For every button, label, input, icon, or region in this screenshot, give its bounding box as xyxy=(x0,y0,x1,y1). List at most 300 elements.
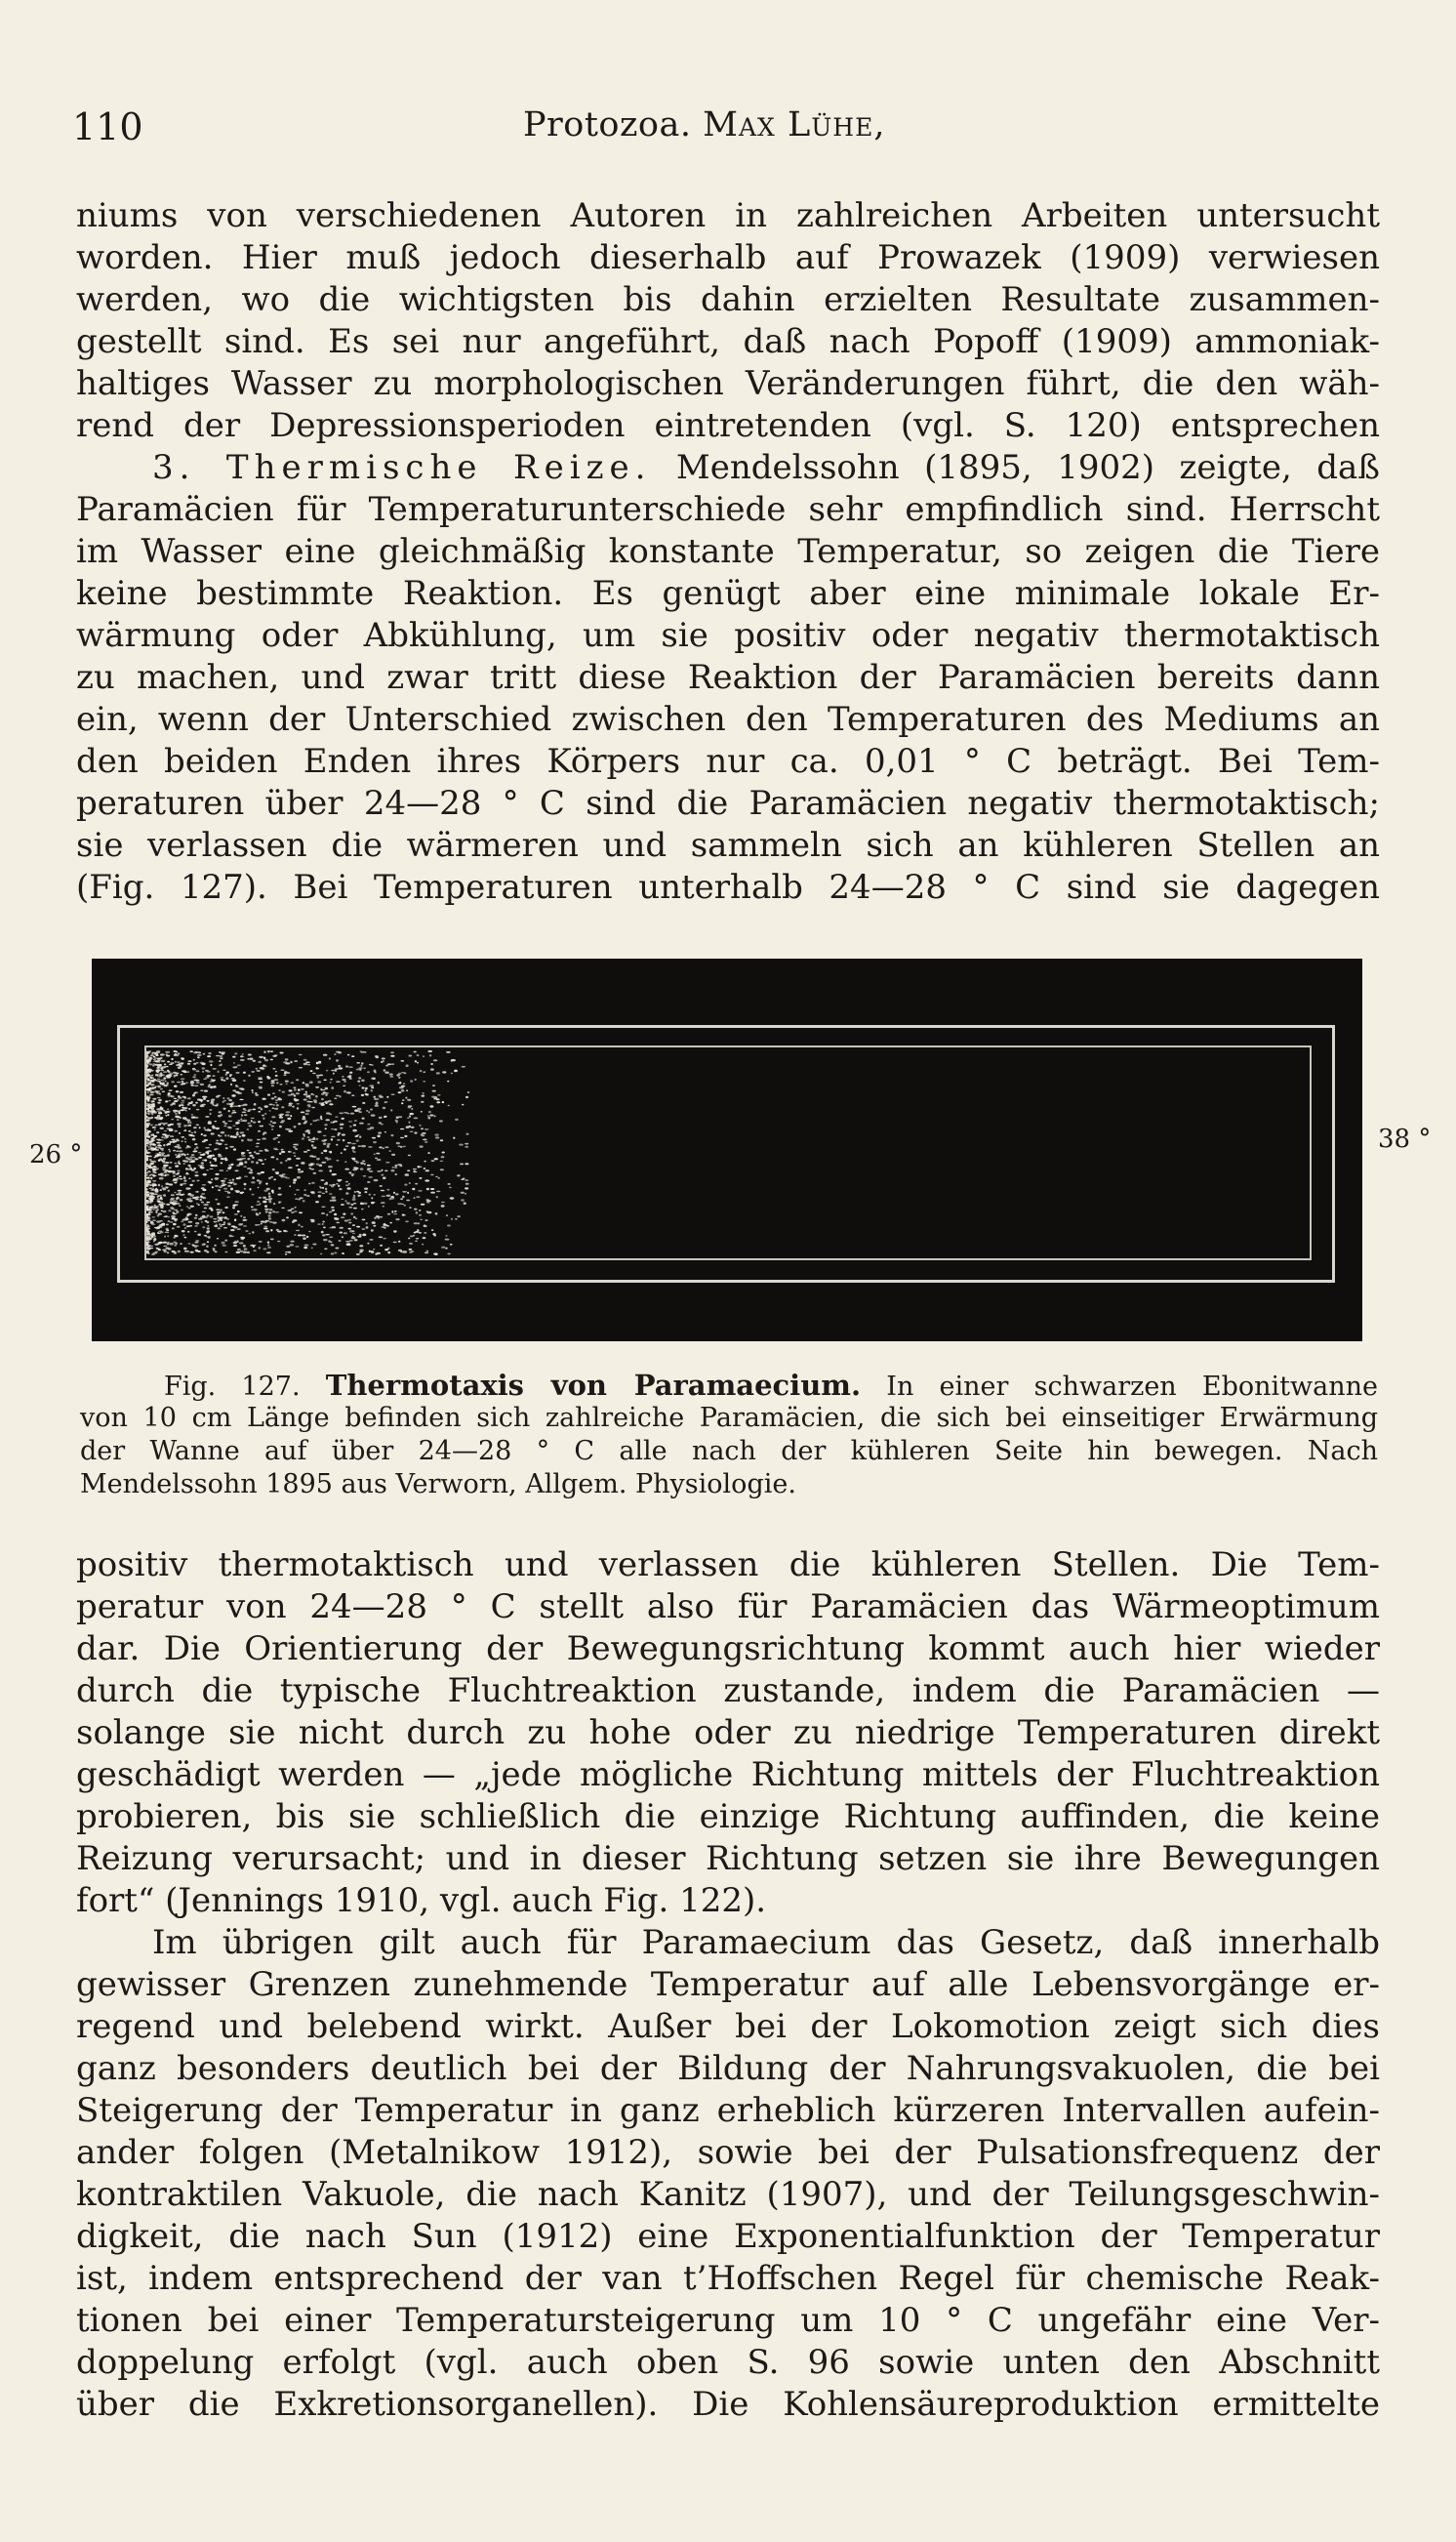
paramecium-dot xyxy=(272,1107,275,1109)
paramecium-dot xyxy=(161,1149,164,1151)
paramecium-dot xyxy=(432,1090,436,1092)
paramecium-dot xyxy=(185,1082,187,1083)
paramecium-dot xyxy=(410,1080,413,1083)
paramecium-dot xyxy=(340,1128,343,1129)
paramecium-dot xyxy=(207,1241,209,1243)
paramecium-dot xyxy=(336,1095,340,1096)
paramecium-dot xyxy=(353,1195,355,1198)
paramecium-dot xyxy=(176,1156,181,1158)
paramecium-dot xyxy=(311,1141,315,1143)
paramecium-dot xyxy=(153,1174,156,1177)
paramecium-dot xyxy=(224,1251,227,1253)
paramecium-dot xyxy=(247,1110,250,1112)
paramecium-dot xyxy=(192,1094,195,1096)
text-line: peratur von 24—28 ° C stellt also für Paramäcien das Wärmeoptimum xyxy=(76,1587,1380,1626)
paramecium-dot xyxy=(386,1195,391,1197)
paramecium-dot xyxy=(202,1215,205,1217)
paramecium-dot xyxy=(280,1122,284,1123)
paramecium-dot xyxy=(366,1093,369,1095)
paramecium-dot xyxy=(263,1227,268,1229)
paramecium-dot xyxy=(194,1158,198,1161)
paramecium-dot xyxy=(200,1167,204,1168)
paramecium-dot xyxy=(394,1173,397,1175)
paramecium-dot xyxy=(187,1097,191,1099)
paramecium-dot xyxy=(270,1156,274,1158)
figure-left-temp-label: 26 ° xyxy=(29,1140,83,1169)
paramecium-dot xyxy=(180,1091,183,1093)
paramecium-dot xyxy=(256,1068,258,1070)
paramecium-dot xyxy=(353,1208,357,1210)
paramecium-dot xyxy=(213,1249,216,1251)
paramecium-dot xyxy=(256,1146,260,1148)
paramecium-dot xyxy=(395,1120,398,1123)
paramecium-dot xyxy=(360,1065,362,1067)
paramecium-dot xyxy=(343,1213,345,1215)
paramecium-dot xyxy=(309,1081,313,1084)
text-line: fort“ (Jennings 1910, vgl. auch Fig. 122). xyxy=(76,1881,767,1920)
paramecium-dot xyxy=(181,1102,184,1103)
paramecium-dot xyxy=(201,1133,203,1135)
paramecium-dot xyxy=(152,1143,155,1145)
text-line: sie verlassen die wärmeren und sammeln sich an kühleren Stellen an xyxy=(76,826,1380,865)
paramecium-dot xyxy=(243,1072,246,1074)
paramecium-dot xyxy=(403,1205,406,1207)
paramecium-dot xyxy=(332,1199,337,1201)
paramecium-dot xyxy=(150,1054,154,1056)
paramecium-dot xyxy=(385,1065,388,1067)
paramecium-dot xyxy=(445,1235,447,1237)
paramecium-dot xyxy=(155,1153,160,1154)
paramecium-dot xyxy=(341,1152,343,1154)
paramecium-dot xyxy=(390,1134,393,1136)
paramecium-dot xyxy=(251,1118,255,1119)
paramecium-dot xyxy=(398,1073,401,1075)
paramecium-dot xyxy=(150,1100,153,1102)
paramecium-dot xyxy=(281,1208,285,1209)
paramecium-dot xyxy=(184,1160,189,1162)
paramecium-dot xyxy=(415,1079,417,1081)
paramecium-dot xyxy=(353,1151,356,1153)
paramecium-dot xyxy=(264,1205,267,1208)
paramecium-dot xyxy=(163,1158,166,1161)
paramecium-dot xyxy=(267,1094,270,1096)
paramecium-dot xyxy=(228,1127,232,1128)
paramecium-dot xyxy=(214,1221,218,1223)
paramecium-dot xyxy=(302,1235,306,1237)
paramecium-dot xyxy=(353,1125,356,1127)
paramecium-dot xyxy=(192,1151,196,1153)
paramecium-dot xyxy=(377,1135,380,1138)
paramecium-dot xyxy=(312,1073,316,1074)
paramecium-dot xyxy=(218,1227,222,1229)
paramecium-dot xyxy=(251,1089,253,1091)
paramecium-dot xyxy=(349,1230,353,1233)
paramecium-dot xyxy=(261,1223,263,1224)
paramecium-dot xyxy=(182,1096,186,1098)
paramecium-dot xyxy=(183,1130,187,1132)
paramecium-dot xyxy=(294,1060,298,1062)
paramecium-dot xyxy=(384,1072,389,1074)
paramecium-dot xyxy=(263,1226,267,1228)
paramecium-dot xyxy=(217,1213,219,1215)
paramecium-dot xyxy=(336,1081,341,1083)
paramecium-dot xyxy=(196,1109,200,1111)
paramecium-dot xyxy=(401,1089,405,1092)
text-line: gewisser Grenzen zunehmende Temperatur auf alle Lebensvorgänge er- xyxy=(76,1965,1380,2004)
paramecium-dot xyxy=(179,1112,181,1115)
paramecium-dot xyxy=(406,1200,410,1202)
paramecium-dot xyxy=(244,1114,248,1116)
paramecium-dot xyxy=(191,1154,194,1155)
paramecium-dot xyxy=(182,1104,183,1106)
paramecium-dot xyxy=(364,1191,367,1193)
paramecium-dot xyxy=(194,1171,198,1173)
paramecium-dot xyxy=(267,1244,269,1246)
paramecium-dot xyxy=(215,1177,220,1180)
paramecium-dot xyxy=(404,1184,407,1186)
paramecium-dot xyxy=(316,1062,319,1065)
paramecium-dot xyxy=(277,1097,280,1099)
paramecium-dot xyxy=(416,1238,419,1239)
paramecium-dot xyxy=(346,1202,350,1204)
paramecium-dot xyxy=(454,1070,458,1073)
paramecium-dot xyxy=(308,1139,311,1141)
paramecium-dot xyxy=(414,1197,416,1199)
paramecium-dot xyxy=(398,1077,400,1079)
paramecium-dot xyxy=(345,1241,350,1242)
paramecium-dot xyxy=(465,1133,468,1135)
paramecium-dot xyxy=(421,1204,425,1206)
paramecium-dot xyxy=(177,1226,181,1228)
paramecium-dot xyxy=(152,1098,156,1100)
paramecium-dot xyxy=(377,1216,380,1218)
paramecium-dot xyxy=(165,1232,170,1234)
paramecium-dot xyxy=(264,1221,267,1223)
paramecium-dot xyxy=(314,1101,317,1103)
paramecium-dot xyxy=(316,1158,320,1160)
paramecium-dot xyxy=(230,1084,232,1086)
paramecium-dot xyxy=(249,1188,251,1190)
paramecium-dot xyxy=(163,1242,168,1244)
paramecium-dot xyxy=(412,1188,415,1191)
paramecium-dot xyxy=(427,1211,432,1214)
paramecium-dot xyxy=(279,1201,282,1203)
paramecium-dot xyxy=(268,1124,271,1126)
paramecium-dot xyxy=(362,1086,365,1088)
paramecium-dot xyxy=(398,1116,402,1118)
paramecium-dot xyxy=(220,1216,223,1218)
paramecium-dot xyxy=(351,1143,356,1145)
paramecium-dot xyxy=(190,1251,194,1253)
paramecium-dot xyxy=(414,1131,417,1133)
paramecium-dot xyxy=(177,1061,180,1063)
paramecium-dot xyxy=(375,1105,379,1107)
paramecium-dot xyxy=(232,1094,235,1096)
paramecium-dot xyxy=(455,1218,457,1220)
paramecium-dot xyxy=(167,1242,169,1244)
paramecium-dot xyxy=(285,1251,290,1252)
paramecium-dot xyxy=(291,1209,295,1210)
paramecium-dot xyxy=(180,1199,182,1201)
paramecium-dot xyxy=(396,1142,400,1144)
paramecium-dot xyxy=(316,1138,319,1140)
paramecium-dot xyxy=(409,1207,412,1209)
paramecium-dot xyxy=(258,1187,260,1189)
paramecium-dot xyxy=(272,1222,276,1224)
paramecium-dot xyxy=(272,1068,275,1070)
paramecium-dot xyxy=(181,1057,184,1059)
paramecium-dot xyxy=(408,1122,410,1124)
paramecium-dot xyxy=(400,1060,404,1062)
paramecium-dot xyxy=(334,1213,337,1215)
paramecium-dot xyxy=(298,1168,301,1170)
paramecium-dot xyxy=(235,1066,237,1068)
paramecium-dot xyxy=(381,1061,383,1063)
paramecium-dot xyxy=(440,1139,443,1141)
paramecium-dot xyxy=(384,1116,386,1118)
paramecium-dot xyxy=(321,1162,326,1164)
paramecium-dot xyxy=(222,1182,224,1184)
paramecium-dot xyxy=(414,1209,417,1210)
paramecium-dots xyxy=(146,1047,1310,1258)
paramecium-dot xyxy=(146,1188,148,1190)
paramecium-dot xyxy=(364,1188,368,1190)
paramecium-dot xyxy=(325,1128,327,1129)
paramecium-dot xyxy=(302,1118,305,1120)
paramecium-dot xyxy=(248,1075,250,1077)
paramecium-dot xyxy=(272,1092,275,1094)
paramecium-dot xyxy=(247,1168,252,1169)
paramecium-dot xyxy=(256,1212,258,1214)
paramecium-dot xyxy=(162,1133,167,1135)
paramecium-dot xyxy=(156,1054,159,1056)
paramecium-dot xyxy=(426,1250,428,1252)
paramecium-dot xyxy=(442,1101,444,1103)
paramecium-dot xyxy=(268,1217,271,1219)
paramecium-dot xyxy=(318,1195,321,1198)
paramecium-dot xyxy=(264,1113,266,1115)
paramecium-dot xyxy=(169,1243,173,1246)
paramecium-dot xyxy=(187,1060,191,1062)
paramecium-dot xyxy=(251,1120,253,1122)
paramecium-dot xyxy=(149,1141,153,1143)
paramecium-dot xyxy=(358,1192,361,1194)
paramecium-dot xyxy=(241,1152,244,1155)
paramecium-dot xyxy=(337,1179,339,1180)
paramecium-dot xyxy=(176,1090,179,1092)
text-line: ganz besonders deutlich bei der Bildung der Nahrungsvakuolen, die bei xyxy=(76,2049,1380,2088)
paramecium-dot xyxy=(424,1232,426,1234)
paramecium-dot xyxy=(149,1094,154,1095)
paramecium-dot xyxy=(421,1128,424,1129)
paramecium-dot xyxy=(409,1115,411,1117)
paramecium-dot xyxy=(242,1219,246,1221)
paramecium-dot xyxy=(286,1216,289,1218)
paramecium-dot xyxy=(147,1071,151,1073)
paramecium-dot xyxy=(400,1137,404,1138)
paramecium-dot xyxy=(151,1188,154,1191)
paramecium-dot xyxy=(204,1235,207,1236)
paramecium-dot xyxy=(374,1071,376,1073)
paramecium-dot xyxy=(222,1121,225,1123)
paramecium-dot xyxy=(259,1241,263,1242)
paramecium-dot xyxy=(448,1183,451,1185)
paramecium-dot xyxy=(223,1188,227,1190)
text-line: doppelung erfolgt (vgl. auch oben S. 96 sowie unten den Abschnitt xyxy=(76,2343,1380,2382)
paramecium-dot xyxy=(237,1210,240,1213)
paramecium-dot xyxy=(171,1194,175,1196)
paramecium-dot xyxy=(173,1050,177,1052)
paramecium-dot xyxy=(211,1086,214,1087)
paramecium-dot xyxy=(214,1086,217,1087)
paramecium-dot xyxy=(343,1086,345,1087)
paramecium-dot xyxy=(387,1251,390,1253)
paramecium-dot xyxy=(325,1094,328,1096)
paramecium-dot xyxy=(345,1145,349,1147)
paramecium-dot xyxy=(317,1130,321,1132)
paramecium-dot xyxy=(308,1231,310,1232)
paramecium-dot xyxy=(405,1173,410,1176)
paramecium-dot xyxy=(441,1156,445,1158)
paramecium-dot xyxy=(260,1203,262,1205)
paramecium-dot xyxy=(348,1207,352,1209)
paramecium-dot xyxy=(361,1145,366,1147)
paramecium-dot xyxy=(362,1161,365,1163)
paramecium-dot xyxy=(364,1203,368,1205)
paramecium-dot xyxy=(303,1116,305,1118)
paramecium-dot xyxy=(176,1074,179,1076)
paramecium-dot xyxy=(219,1169,223,1171)
paramecium-dot xyxy=(160,1172,164,1174)
paramecium-dot xyxy=(342,1118,344,1120)
paramecium-dot xyxy=(255,1224,258,1225)
paramecium-dot xyxy=(160,1088,163,1090)
paramecium-dot xyxy=(198,1157,202,1159)
paramecium-dot xyxy=(185,1168,188,1169)
paramecium-dot xyxy=(441,1205,445,1208)
paramecium-dot xyxy=(317,1223,321,1224)
paramecium-dot xyxy=(271,1080,275,1082)
paramecium-dot xyxy=(373,1194,376,1196)
paramecium-dot xyxy=(156,1069,160,1071)
paramecium-dot xyxy=(227,1185,230,1187)
paramecium-dot xyxy=(396,1117,399,1119)
paramecium-dot xyxy=(185,1110,187,1112)
paramecium-dot xyxy=(174,1163,177,1165)
paramecium-dot xyxy=(263,1098,266,1100)
paramecium-dot xyxy=(243,1245,246,1248)
paramecium-dot xyxy=(166,1144,168,1146)
paramecium-dot xyxy=(165,1115,167,1117)
text-line: ander folgen (Metalnikow 1912), sowie bei der Pulsationsfrequenz der xyxy=(76,2133,1380,2172)
paramecium-dot xyxy=(425,1199,429,1201)
paramecium-dot xyxy=(423,1237,426,1239)
paramecium-dot xyxy=(210,1064,212,1067)
paramecium-dot xyxy=(249,1171,254,1173)
paramecium-dot xyxy=(403,1146,406,1148)
paramecium-dot xyxy=(190,1084,193,1086)
paramecium-dot xyxy=(285,1081,289,1083)
paramecium-dot xyxy=(180,1065,182,1067)
paramecium-dot xyxy=(332,1226,336,1228)
paramecium-dot xyxy=(180,1117,182,1119)
paramecium-dot xyxy=(268,1195,271,1197)
paramecium-dot xyxy=(180,1243,182,1245)
paramecium-dot xyxy=(228,1110,230,1112)
paramecium-dot xyxy=(248,1233,251,1234)
paramecium-dot xyxy=(223,1216,227,1219)
paramecium-dot xyxy=(339,1112,344,1114)
paramecium-dot xyxy=(414,1222,418,1224)
paramecium-dot xyxy=(203,1244,206,1245)
paramecium-dot xyxy=(424,1168,426,1169)
paramecium-dot xyxy=(183,1248,187,1250)
paramecium-dot xyxy=(317,1081,321,1083)
paramecium-dot xyxy=(157,1226,160,1228)
paramecium-dot xyxy=(174,1098,178,1099)
paramecium-dot xyxy=(361,1080,365,1083)
paramecium-dot xyxy=(352,1129,357,1132)
paramecium-dot xyxy=(345,1065,348,1067)
paramecium-dot xyxy=(243,1104,247,1106)
paramecium-dot xyxy=(425,1251,428,1253)
paramecium-dot xyxy=(434,1096,438,1099)
paramecium-dot xyxy=(237,1092,242,1094)
paramecium-dot xyxy=(356,1135,358,1137)
paramecium-dot xyxy=(151,1149,155,1151)
paramecium-dot xyxy=(449,1187,452,1189)
paramecium-dot xyxy=(325,1182,328,1185)
paramecium-dot xyxy=(223,1080,226,1082)
paramecium-dot xyxy=(198,1204,200,1206)
paramecium-dot xyxy=(371,1202,375,1204)
paramecium-dot xyxy=(222,1224,225,1225)
paramecium-dot xyxy=(264,1105,268,1108)
paramecium-dot xyxy=(182,1107,184,1109)
paramecium-dot xyxy=(189,1159,193,1161)
paramecium-dot xyxy=(391,1063,395,1065)
paramecium-dot xyxy=(197,1098,201,1100)
paramecium-dot xyxy=(163,1155,167,1157)
paramecium-dot xyxy=(264,1199,268,1201)
paramecium-dot xyxy=(321,1152,324,1154)
text-line: digkeit, die nach Sun (1912) eine Exponentialfunktion der Temperatur xyxy=(76,2217,1380,2256)
paramecium-dot xyxy=(259,1056,263,1058)
paramecium-dot xyxy=(465,1187,468,1189)
caption-title: Thermotaxis von Paramaecium. xyxy=(325,1369,862,1402)
paramecium-dot xyxy=(410,1131,414,1132)
paramecium-dot xyxy=(310,1164,314,1166)
paramecium-dot xyxy=(189,1156,193,1158)
paramecium-dot xyxy=(257,1139,261,1140)
paramecium-dot xyxy=(338,1185,340,1187)
paramecium-dot xyxy=(430,1114,434,1116)
paramecium-dot xyxy=(169,1074,173,1076)
paramecium-dot xyxy=(280,1175,284,1177)
paramecium-dot xyxy=(400,1128,404,1130)
paramecium-dot xyxy=(269,1201,272,1203)
paramecium-dot xyxy=(160,1053,165,1055)
paramecium-dot xyxy=(385,1101,388,1103)
paramecium-dot xyxy=(294,1234,297,1236)
paramecium-dot xyxy=(290,1241,294,1243)
paramecium-dot xyxy=(173,1204,175,1206)
paramecium-dot xyxy=(305,1130,309,1132)
paramecium-dot xyxy=(270,1229,272,1231)
paramecium-dot xyxy=(167,1162,170,1164)
paramecium-dot xyxy=(264,1149,267,1151)
paramecium-dot xyxy=(393,1213,397,1214)
